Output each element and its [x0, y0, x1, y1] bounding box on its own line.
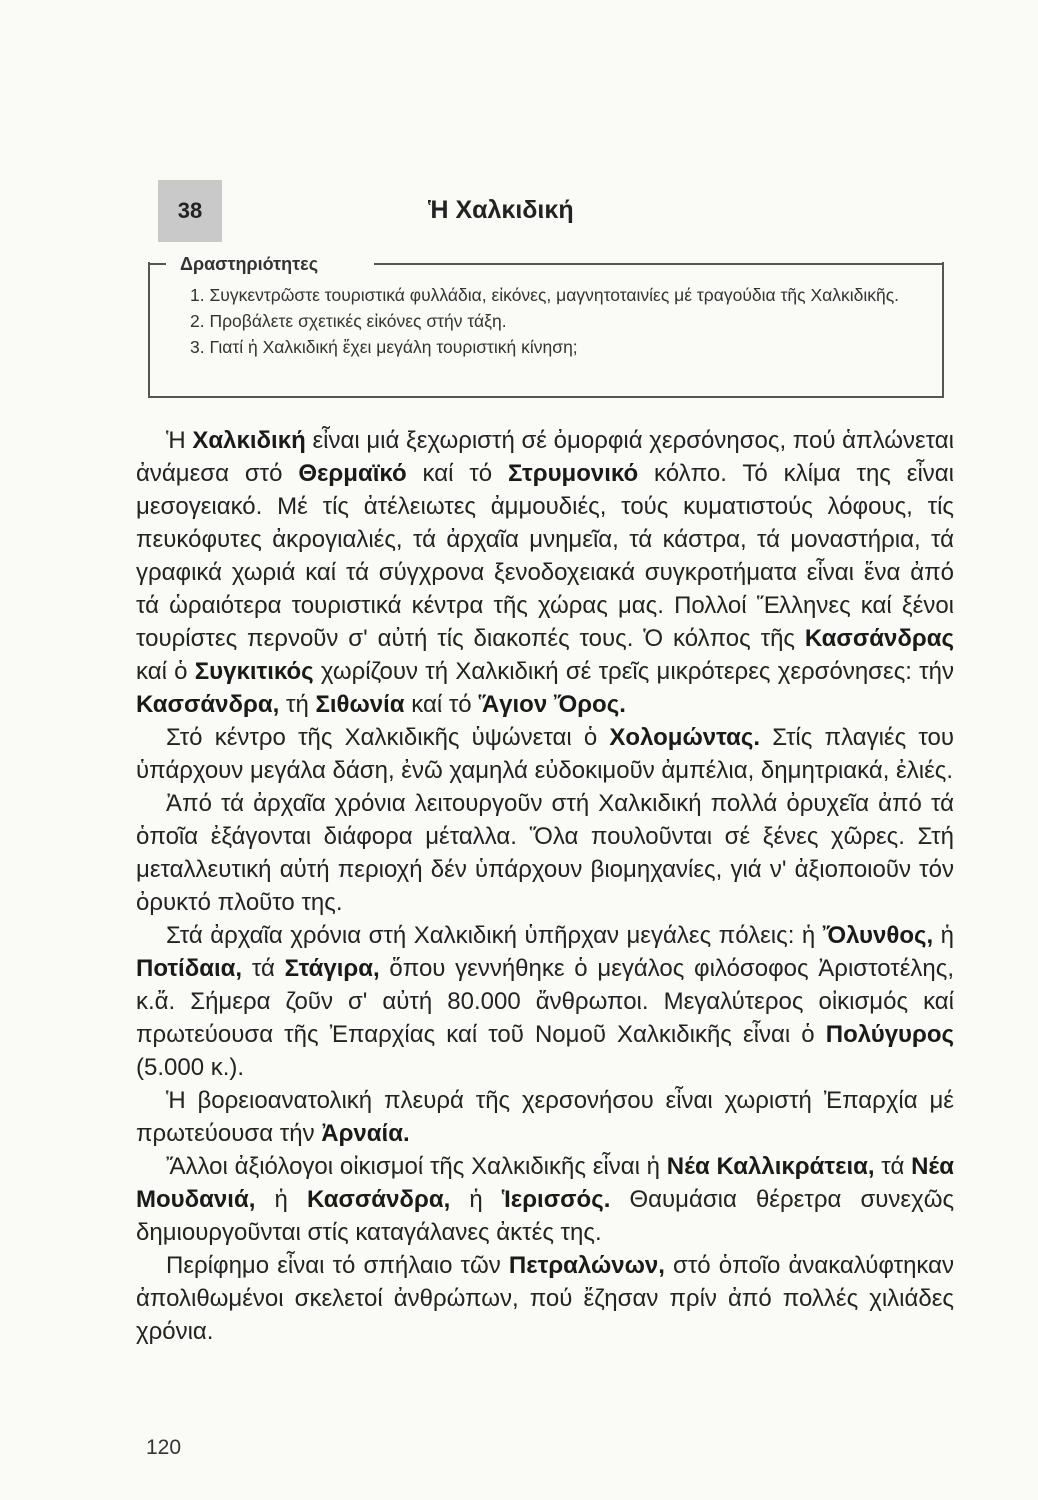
term-nea-moudania: Νέα Μουδανιά,: [136, 1153, 955, 1213]
text-run: Ἡ βορειοανατολική πλευρά τῆς χερσονήσου εἶναι χωριστή Ἐπαρχία μέ πρωτεύουσα τήν: [136, 1087, 954, 1147]
term-olynthos: Ὄλυνθος,: [822, 922, 934, 949]
border-segment-right: [374, 263, 944, 265]
text-run: τή: [285, 691, 316, 718]
term-arnaia: Ἀρναία.: [321, 1120, 410, 1147]
term-ierissos: Ἱερισσός.: [501, 1186, 611, 1213]
term-sygkitikos: Συγκιτικός: [194, 658, 314, 685]
term-chalkidiki: Χαλκιδική: [192, 427, 306, 454]
paragraph-intro: [136, 424, 954, 721]
chapter-number-badge: [158, 180, 222, 242]
body-text: [136, 424, 954, 1348]
chapter-number: 38: [177, 198, 203, 223]
text-run: (5.000 κ.).: [136, 1054, 245, 1081]
text-run: Περίφημο εἶναι τό σπήλαιο τῶν: [166, 1252, 509, 1279]
paragraph-settlements: [136, 1150, 954, 1249]
text-run: Ἄλλοι ἀξιόλογοι οἰκισμοί τῆς Χαλκιδικῆς εἶναι ἡ: [166, 1153, 667, 1180]
text-run: κόλπο. Τό κλίμα της εἶναι μεσογειακό. Μέ τίς ἀτέλειωτες ἀμμουδιές, τούς κυματιστούς λόφους, τίς πευκόφυτες ἀκρογιαλιές, τά ἀρχαῖα μνημεῖα, τά κάστρα, τά μοναστήρια, τά γραφικά χωριά καί τά σύγχρονα ξενοδοχειακά συγκροτήματα εἶναι ἕνα ἀπό τά ὡραιότερα τουριστικά κέντρα τῆς χώρας μας. Πολλοί Ἕλληνες καί ξένοι τουρίστες περνοῦν σ' αὐτή τίς διακοπές τους. Ὁ κόλπος τῆς: [136, 460, 954, 652]
text-run: Ἡ: [166, 427, 193, 454]
text-run: ἡ: [255, 1186, 307, 1213]
text-run: χωρίζουν τή Χαλκιδική σέ τρεῖς μικρότερες χερσόνησες: τήν: [313, 658, 954, 685]
text-run: ὅπου γεννήθηκε ὁ μεγάλος φιλόσοφος Ἀριστοτέλης, κ.ἄ. Σήμερα ζοῦν σ' αὐτή 80.000 ἄνθρωποι. Μεγαλύτερος οἰκισμός καί πρωτεύουσα τῆς Ἐπαρχίας καί τοῦ Νομοῦ Χαλκιδικῆς εἶναι ὁ: [136, 955, 954, 1048]
activities-list: [164, 282, 936, 360]
term-kassandras: Κασσάνδρας: [804, 625, 954, 652]
term-polygyros: Πολύγυρος: [825, 1021, 954, 1048]
text-run: τά: [874, 1153, 912, 1180]
text-run: στό ὁποῖο ἀνακαλύφτηκαν ἀπολιθωμένοι σκελετοί ἀνθρώπων, πού ἔζησαν πρίν ἀπό πολλές χιλιάδες χρόνια.: [136, 1252, 954, 1345]
paragraph-petralona: [136, 1249, 954, 1348]
term-petralona: Πετραλώνων,: [508, 1252, 665, 1279]
text-run: ἡ: [450, 1186, 502, 1213]
term-thermaikos: Θερμαϊκό: [298, 460, 407, 487]
activities-label: Δραστηριότητες: [174, 254, 324, 275]
activity-item-3: 3. Γιατί ἡ Χαλκιδική ἔχει μεγάλη τουριστική κίνηση;: [190, 337, 578, 357]
term-kassandra: Κασσάνδρα,: [136, 691, 286, 718]
text-run: καί τό: [406, 460, 509, 487]
text-run: Στό κέντρο τῆς Χαλκιδικῆς ὑψώνεται ὁ: [166, 724, 610, 751]
text-run: ἡ: [933, 922, 955, 949]
text-run: Στίς πλαγιές του ὑπάρχουν μεγάλα δάση, ἐνῶ χαμηλά εὐδοκιμοῦν ἀμπέλια, δημητριακά, ἐλιές.: [136, 724, 954, 784]
page-number: 120: [146, 1436, 182, 1459]
paragraph-ancient-cities: [136, 919, 954, 1084]
term-kassandra-town: Κασσάνδρα,: [306, 1186, 451, 1213]
term-holomontas: Χολομώντας.: [609, 724, 761, 751]
paragraph-mines: Ἀπό τά ἀρχαῖα χρόνια λειτουργοῦν στή Χαλκιδική πολλά ὀρυχεῖα ἀπό τά ὁποῖα ἐξάγονται διάφορα μέταλλα. Ὅλα πουλοῦνται σέ ξένες χῶρες. Στή μεταλλευτική αὐτή περιοχή δέν ὑπάρχουν βιομηχανίες, γιά ν' ἀξιοποιοῦν τόν ὀρυκτό πλοῦτο της.: [136, 790, 954, 916]
text-run: τά: [242, 955, 285, 982]
text-run: καί τό: [404, 691, 479, 718]
term-nea-kallikrateia: Νέα Καλλικράτεια,: [666, 1153, 875, 1180]
border-segment-left: [148, 263, 166, 265]
paragraph-holomontas: [136, 721, 954, 787]
activity-item-2: 2. Προβάλετε σχετικές εἰκόνες στήν τάξη.: [190, 311, 507, 331]
term-potidaia: Ποτίδαια,: [136, 955, 243, 982]
chapter-title: Ἡ Χαλκιδική: [428, 196, 574, 224]
term-strymonikos: Στρυμονικό: [508, 460, 639, 487]
term-agion-oros: Ἅγιον Ὄρος.: [478, 691, 626, 718]
text-run: καί ὁ: [136, 658, 195, 685]
paragraph-arnaia: [136, 1084, 954, 1150]
term-sithonia: Σιθωνία: [315, 691, 405, 718]
text-run: εἶναι μιά ξεχωριστή σέ ὀμορφιά χερσόνησος, πού ἁπλώνεται ἀνάμεσα στό: [136, 427, 955, 487]
activity-item-1: 1. Συγκεντρῶστε τουριστικά φυλλάδια, εἰκόνες, μαγνητοταινίες μέ τραγούδια τῆς Χαλκιδικῆς.: [190, 285, 900, 305]
text-run: Στά ἀρχαῖα χρόνια στή Χαλκιδική ὑπῆρχαν μεγάλες πόλεις: ἡ: [166, 922, 823, 949]
text-run: Θαυμάσια θέρετρα συνεχῶς δημιουργοῦνται στίς καταγάλανες ἀκτές της.: [136, 1186, 955, 1246]
term-stagira: Στάγιρα,: [284, 955, 380, 982]
